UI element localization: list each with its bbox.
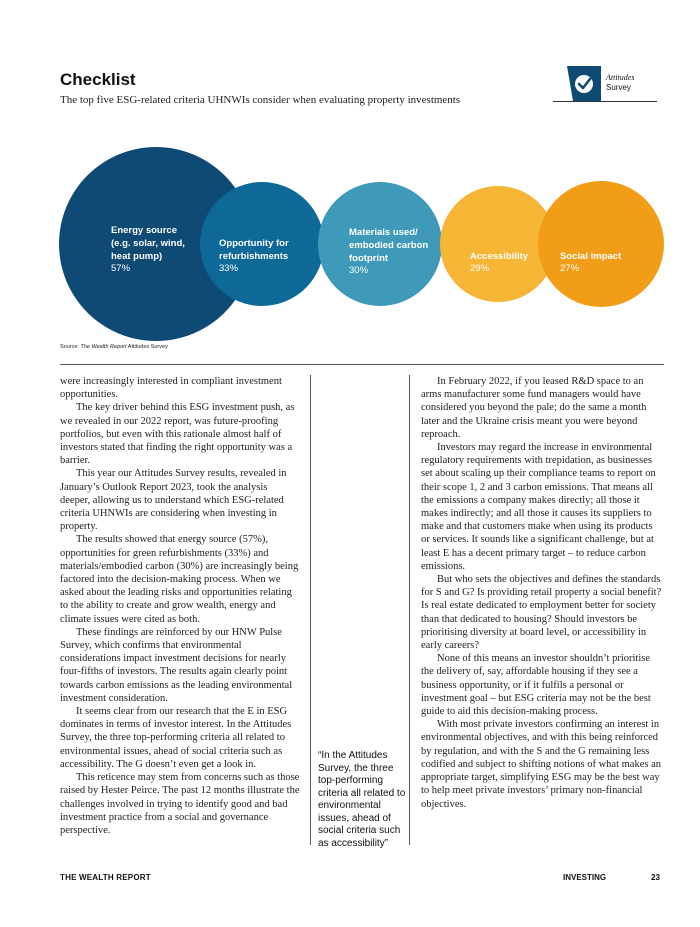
bubble-value-5: 27% (560, 263, 580, 274)
footer-section: INVESTING (563, 873, 607, 882)
bubble-value-2: 33% (219, 263, 239, 274)
source-title: The Wealth Report (80, 344, 127, 350)
bubble-5 (538, 181, 664, 307)
pull-quote: “In the Attitudes Survey, the three top-performing criteria all related to environmental issues, ahead of social criteria such as accessibility” (318, 750, 406, 849)
article-paragraph: The results showed that energy source (57%), opportunities for green refurbishments (33%) and materials/embodied carbon (30%) are increasingly being factored into the decision-making process. When we asked about the leading risks and opportunities relating to the ability to create and grow wealth, energy and climate issues were cited as both. (60, 534, 299, 625)
page-number: 23 (651, 873, 660, 882)
page-title: Checklist (60, 70, 136, 89)
attitudes-survey-badge (553, 64, 657, 102)
article-paragraph: These findings are reinforced by our HNW Pulse Survey, which confirms that environmental considerations impact investment decisions for nearly four-fifths of investors. The results again clearly point towards carbon emissions as the leading environmental investment consideration. (60, 626, 293, 704)
article-paragraph: This reticence may stem from concerns such as those raised by Hester Peirce. The past 12 months illustrate the challenges involved in trying to identify good and bad investment practice from a social and governance perspective. (60, 772, 300, 836)
bubble-value-1: 57% (111, 263, 131, 274)
column-divider-left (310, 375, 311, 845)
article-paragraph: It seems clear from our research that the E in ESG dominates in terms of investor interest. In the Attitudes Survey, the three top-performing criteria all related to environmental issues, ahead of social criteria such as accessibility. The G doesn’t even get a look in. (60, 706, 292, 770)
article-paragraph: In February 2022, if you leased R&D space to an arms manufacturer some fund managers would have considered you beyond the pale; do the same a month later and the Ukraine crisis meant you were beyond reproach. (421, 376, 647, 440)
article-paragraph: Investors may regard the increase in environmental regulatory requirements with trepidation, as businesses set about scaling up their compliance teams to report on their scope 1, 2 and 3 carbon emissions. That means all the emissions a company makes directly; all those it makes indirectly; and all those it causes its suppliers to make and that customers make when using its products or services. It sounds like a significant challenge, but at least E has a decent primary target – to reduce carbon emissions. (421, 442, 656, 572)
badge-underline (553, 101, 657, 102)
bubble-label-4: Accessibility (470, 251, 529, 262)
article-paragraph: The key driver behind this ESG investment push, as we revealed in our 2022 report, was future-proofing portfolios, but even with this rationale almost half of investors stated that finding the right opportunity was a barrier. (60, 402, 295, 467)
bubble-label-3: Materials used/ embodied carbon footprint (349, 227, 429, 264)
source-prefix: Source: (60, 344, 81, 350)
article-paragraph: were increasingly interested in compliant investment opportunities. (60, 376, 282, 401)
bubble-label-5: Social impact (560, 251, 622, 262)
section-divider (60, 364, 664, 365)
bubble-value-3: 30% (349, 265, 369, 276)
article-paragraph: None of this means an investor shouldn’t prioritise the delivery of, say, affordable housing if they see a business opportunity, or if it fulfils a personal or investment goal – but ESG criteria may not be the best guide to aid this decision-making process. (421, 653, 651, 718)
bubble-label-1: Energy source (e.g. solar, wind, heat pump) (111, 225, 185, 262)
bubble-label-2: Opportunity for refurbishments (219, 238, 289, 262)
article-column-1 (60, 375, 300, 837)
article-paragraph: But who sets the objectives and defines the standards for S and G? Is providing retail property a social benefit? Is real estate dedicated to employment better for society than that dedicated to housing? Should investors be prioritising diversity at board level, or accessibility in early careers? (421, 574, 662, 652)
page-subtitle: The top five ESG-related criteria UHNWIs consider when evaluating property investments (60, 94, 461, 106)
article-paragraph: This year our Attitudes Survey results, revealed in January’s Outlook Report 2023, took the analysis deeper, allowing us to understand which ESG-related criteria UHNWIs are considering when investing in property. (60, 468, 287, 533)
badge-label-attitudes: Attitudes (606, 73, 635, 82)
badge-label-survey: Survey (606, 83, 631, 92)
column-divider-right (409, 375, 410, 845)
chart-source (60, 344, 168, 350)
article-paragraph: With most private investors confirming an interest in environmental objectives, and with this being reinforced by regulation, and with the S and the G remaining less codified and subject to shifting notions of what makes an appropriate target, simplifying ESG may be the best way to help meet private investors’ primary non-financial objectives. (421, 719, 661, 810)
footer-publication: THE WEALTH REPORT (60, 873, 151, 882)
checkmark-tick-icon (567, 66, 601, 101)
bubble-value-4: 29% (470, 263, 490, 274)
source-suffix: Attitudes Survey (126, 344, 168, 350)
article-column-2 (421, 375, 663, 811)
